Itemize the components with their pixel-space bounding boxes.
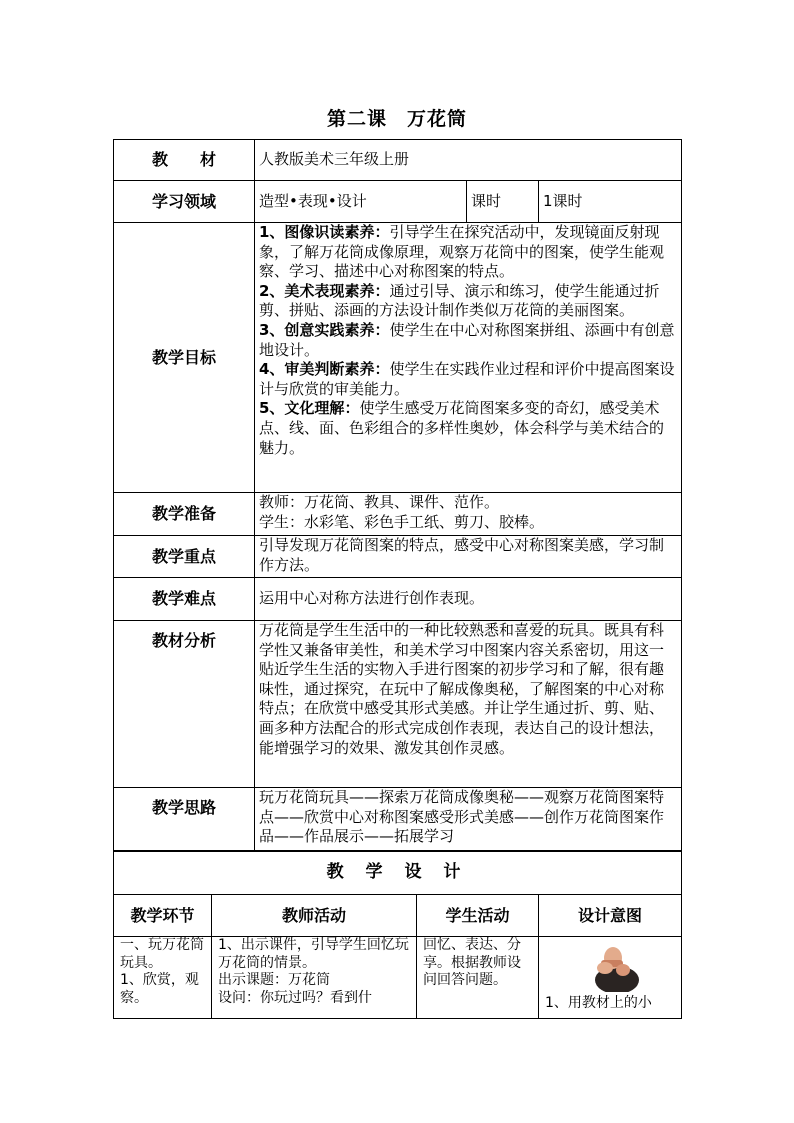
- cell-stage: 一、玩万花筒玩具。 1、欣赏，观察。: [114, 937, 212, 1019]
- label-material: 教 材: [114, 140, 255, 181]
- label-analysis: 教材分析: [114, 621, 255, 788]
- design-table: [113, 851, 682, 1019]
- goal-head: 3、创意实践素养：: [259, 320, 390, 339]
- prep-cell: [255, 493, 682, 536]
- lesson-table: [113, 139, 682, 851]
- row-goals: [114, 223, 682, 493]
- prep-student: 学生：水彩笔、彩色手工纸、剪刀、胶棒。: [259, 512, 545, 531]
- header-stage: 教学环节: [114, 895, 212, 937]
- goals-list: [255, 223, 682, 493]
- row-difficulty: [114, 578, 682, 621]
- goal-head: 1、图像识读素养：: [259, 223, 390, 241]
- row-key: [114, 536, 682, 578]
- value-key: 引导发现万花筒图案的特点，感受中心对称图案美感，学习制作方法。: [255, 536, 682, 578]
- label-approach: 教学思路: [114, 788, 255, 851]
- intent-text: 1、用教材上的小: [545, 995, 652, 1011]
- goal-text: 使学生在实践作业过程和评价中提高图案设计与欣赏的审美能力。: [259, 360, 675, 398]
- goal-text: 通过引导、演示和练习，使学生能通过折剪、拼贴、添画的方法设计制作类似万花筒的美丽图案。: [259, 281, 660, 320]
- label-goals: 教学目标: [114, 223, 255, 493]
- cell-teacher: 1、出示课件，引导学生回忆玩万花筒的情景。 出示课题：万花筒 设问：你玩过吗？看到什: [212, 937, 417, 1019]
- goal-item: [259, 321, 677, 360]
- header-intent: 设计意图: [539, 895, 682, 937]
- table-row: [114, 937, 682, 1019]
- design-section-row: [114, 852, 682, 895]
- goal-head: 4、审美判断素养：: [259, 360, 390, 379]
- goal-item: [259, 360, 677, 399]
- row-domain: [114, 181, 682, 223]
- row-analysis: [114, 621, 682, 788]
- value-approach: 玩万花筒玩具——探索万花筒成像奥秘——观察万花筒图案特点——欣赏中心对称图案感受形式美感——创作万花筒图案作品——作品展示——拓展学习: [255, 788, 682, 851]
- page-title: 第二课 万花筒: [326, 108, 467, 130]
- goal-text: 引导学生在探究活动中，发现镜面反射现象，了解万花筒成像原理，观察万花筒中的图案，使学生能观察、学习、描述中心对称图案的特点。: [259, 223, 665, 281]
- section-title: 教 学 设 计: [114, 852, 682, 895]
- value-analysis: 万花筒是学生生活中的一种比较熟悉和喜爱的玩具。既具有科学性又兼备审美性，和美术学习中图案内容关系密切，用这一贴近学生生活的实物入手进行图案的初步学习和了解，很有趣味性，通过探究，在玩中了解成像奥秘，了解图案的中心对称特点；在欣赏中感受其形式美感。并让学生通过折、剪、贴、画多种方法配合的形式完成创作表现，表达自己的设计想法，能增强学习的效果、激发其创作灵感。: [255, 621, 682, 788]
- prep-teacher: 教师：万花筒、教具、课件、范作。: [259, 493, 500, 511]
- goal-head: 2、美术表现素养：: [259, 281, 390, 300]
- value-hours: 1课时: [539, 181, 682, 223]
- goal-item: [259, 223, 677, 282]
- goal-item: [259, 282, 677, 321]
- row-material: [114, 140, 682, 181]
- goal-head: 5、文化理解：: [259, 399, 360, 418]
- row-prep: [114, 493, 682, 536]
- label-key: 教学重点: [114, 536, 255, 578]
- value-difficulty: 运用中心对称方法进行创作表现。: [255, 578, 682, 621]
- goal-text: 使学生感受万花筒图案多变的奇幻，感受美术点、线、面、色彩组合的多样性奥妙，体会科学与美术结合的魅力。: [259, 399, 665, 457]
- cell-intent: [539, 937, 682, 1019]
- kaleidoscope-photo: [579, 940, 641, 992]
- label-hours: 课时: [467, 181, 539, 223]
- value-material: 人教版美术三年级上册: [255, 140, 682, 181]
- header-teacher: 教师活动: [212, 895, 417, 937]
- label-domain: 学习领域: [114, 181, 255, 223]
- label-prep: 教学准备: [114, 493, 255, 536]
- design-header-row: [114, 895, 682, 937]
- goal-item: [259, 399, 677, 458]
- cell-student: 回忆、表达、分享。根据教师设问回答问题。: [417, 937, 539, 1019]
- row-approach: [114, 788, 682, 851]
- goal-text: 使学生在中心对称图案拼组、添画中有创意地设计。: [259, 320, 675, 359]
- header-student: 学生活动: [417, 895, 539, 937]
- label-difficulty: 教学难点: [114, 578, 255, 621]
- value-domain: 造型•表现•设计: [255, 181, 467, 223]
